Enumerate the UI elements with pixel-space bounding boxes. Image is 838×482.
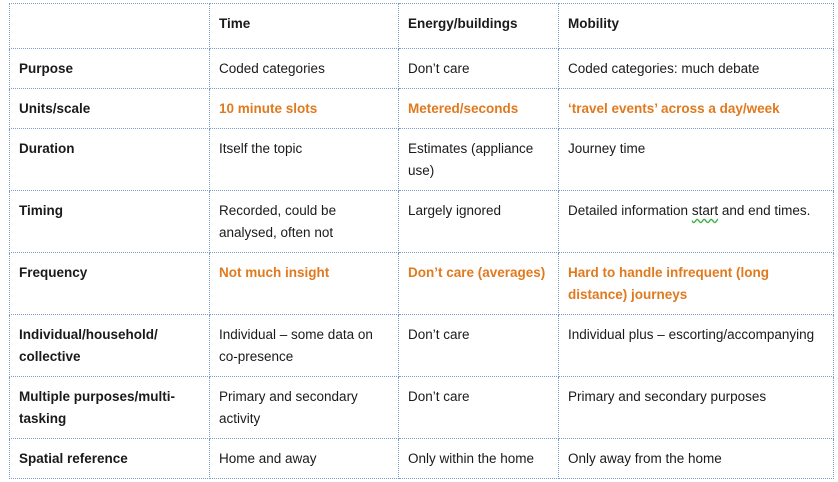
- cell-energy: Only within the home: [399, 439, 559, 479]
- table-row-spatial-reference: [10, 439, 834, 479]
- cell-energy: Don’t care: [399, 377, 559, 439]
- table-row-multiple-purposes: [10, 377, 834, 439]
- header-row: [10, 4, 834, 49]
- cell-energy: Don’t care: [399, 315, 559, 377]
- cell-mobility: Coded categories: much debate: [559, 49, 834, 89]
- cell-energy: Don’t care (averages): [399, 253, 559, 315]
- cell-text: and end times.: [718, 203, 811, 218]
- cell-mobility: [559, 191, 834, 253]
- header-cell-energy: Energy/buildings: [399, 4, 559, 49]
- cell-mobility: Journey time: [559, 129, 834, 191]
- cell-time: Not much insight: [210, 253, 399, 315]
- table-row-duration: [10, 129, 834, 191]
- spellcheck-underlined-word: start: [691, 203, 719, 218]
- cell-energy: Estimates (appliance use): [399, 129, 559, 191]
- header-cell-mobility: Mobility: [559, 4, 834, 49]
- cell-time: Coded categories: [210, 49, 399, 89]
- cell-time: 10 minute slots: [210, 89, 399, 129]
- table-row-timing: [10, 191, 834, 253]
- comparison-table: [9, 3, 834, 479]
- row-label: Timing: [10, 191, 210, 253]
- cell-energy: Don’t care: [399, 49, 559, 89]
- cell-text: Detailed information: [568, 203, 692, 218]
- cell-energy: Metered/seconds: [399, 89, 559, 129]
- cell-time: Itself the topic: [210, 129, 399, 191]
- header-cell-blank: [10, 4, 210, 49]
- header-cell-time: Time: [210, 4, 399, 49]
- table-row-purpose: [10, 49, 834, 89]
- cell-mobility: Only away from the home: [559, 439, 834, 479]
- table-row-units-scale: [10, 89, 834, 129]
- cell-energy: Largely ignored: [399, 191, 559, 253]
- row-label: Units/scale: [10, 89, 210, 129]
- cell-mobility: Hard to handle infrequent (long distance) journeys: [559, 253, 834, 315]
- table-row-individual-household: [10, 315, 834, 377]
- cell-mobility: Primary and secondary purposes: [559, 377, 834, 439]
- cell-mobility: ‘travel events’ across a day/week: [559, 89, 834, 129]
- cell-time: Primary and secondary activity: [210, 377, 399, 439]
- cell-mobility: Individual plus – escorting/accompanying: [559, 315, 834, 377]
- row-label: Multiple purposes/multi-tasking: [10, 377, 210, 439]
- row-label: Individual/household/ collective: [10, 315, 210, 377]
- table-row-frequency: [10, 253, 834, 315]
- row-label: Spatial reference: [10, 439, 210, 479]
- cell-time: Individual – some data on co-presence: [210, 315, 399, 377]
- row-label: Purpose: [10, 49, 210, 89]
- row-label: Frequency: [10, 253, 210, 315]
- cell-time: Home and away: [210, 439, 399, 479]
- row-label: Duration: [10, 129, 210, 191]
- cell-time: Recorded, could be analysed, often not: [210, 191, 399, 253]
